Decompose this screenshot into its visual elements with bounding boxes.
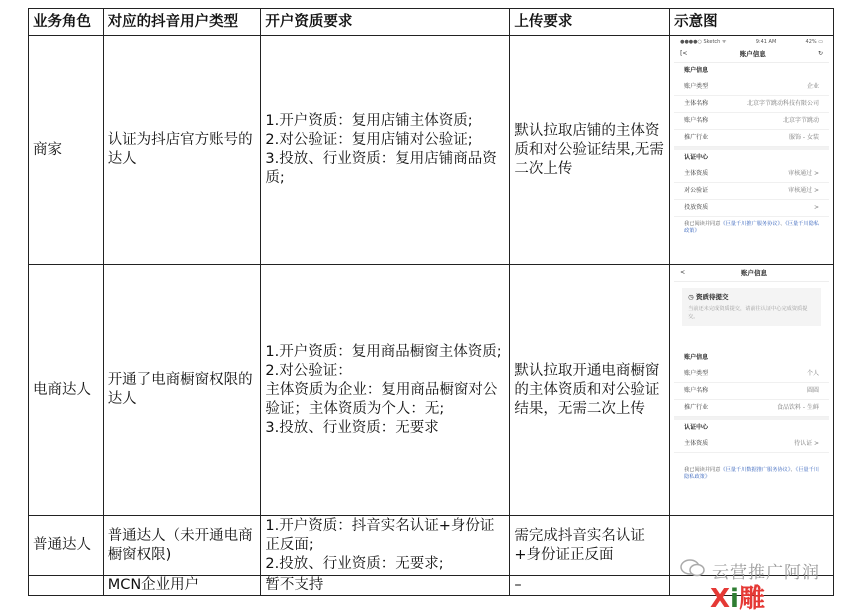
table-row bbox=[29, 265, 834, 516]
section-title: 认证中心 bbox=[684, 424, 709, 431]
role-cell bbox=[29, 576, 104, 596]
qualification-cell: 暂不支持 bbox=[261, 576, 510, 596]
agreement-text: 我已阅读并同意《巨量千川推广服务协议》、《巨量千川隐私政策》 bbox=[684, 221, 819, 234]
user-type-cell: 普通达人（未开通电商橱窗权限) bbox=[103, 516, 261, 576]
nav-title: 账户信息 bbox=[741, 269, 768, 277]
clock-icon: ◷ bbox=[688, 293, 697, 301]
header-role: 业务角色 bbox=[29, 9, 104, 36]
section-title: 账户信息 bbox=[684, 354, 709, 361]
back-icon[interactable]: [< bbox=[680, 50, 688, 57]
nav-bar bbox=[674, 265, 829, 282]
privacy-policy-link[interactable]: 《巨量千川隐私政策》 bbox=[684, 221, 819, 234]
user-type-cell: 开通了电商橱窗权限的达人 bbox=[103, 265, 261, 516]
qualification-cell: 1.开户资质：复用商品橱窗主体资质; 2.对公验证： 主体资质为企业：复用商品橱窗对公验证；主体资质为个人：无; 3.投放、行业资质：无要求 bbox=[261, 265, 510, 516]
wechat-icon bbox=[680, 558, 706, 578]
list-item[interactable]: 对公验证 审核通过 > bbox=[674, 183, 829, 200]
list-item: 推广行业 服饰 - 女装 bbox=[674, 130, 829, 147]
header-upload: 上传要求 bbox=[510, 9, 670, 36]
list-item: 账户名称 北京字节跳动 bbox=[674, 113, 829, 130]
list-item[interactable]: 投放资质 > bbox=[674, 200, 829, 217]
list-item[interactable]: 主体资质 审核通过 > bbox=[674, 166, 829, 183]
upload-cell: – bbox=[510, 576, 670, 596]
user-type-cell: MCN企业用户 bbox=[103, 576, 261, 596]
qualification-table bbox=[28, 8, 834, 596]
list-item: 主体名称 北京字节跳动科技有限公司 bbox=[674, 96, 829, 113]
qualification-cell: 1.开户资质：复用店铺主体资质; 2.对公验证：复用店铺对公验证; 3.投放、行业资质：复用店铺商品资质; bbox=[261, 36, 510, 265]
list-item: 账户类型 企业 bbox=[674, 79, 829, 96]
header-user-type: 对应的抖音用户类型 bbox=[103, 9, 261, 36]
upload-cell: 默认拉取开通电商橱窗的主体资质和对公验证结果，无需二次上传 bbox=[510, 265, 670, 516]
list-item: 推广行业 食品饮料 - 生鲜 bbox=[674, 400, 829, 417]
user-type-cell: 认证为抖店官方账号的达人 bbox=[103, 36, 261, 265]
role-cell: 电商达人 bbox=[29, 265, 104, 516]
privacy-policy-link[interactable]: 《巨量千川隐私政策》 bbox=[684, 467, 819, 480]
nav-bar bbox=[674, 48, 829, 63]
watermark bbox=[680, 552, 840, 614]
refresh-icon[interactable]: ↻ bbox=[817, 50, 823, 57]
watermark-logo: Xi雕 bbox=[710, 584, 765, 614]
watermark-text: 云营推广阿润 bbox=[712, 563, 820, 583]
section-title: 认证中心 bbox=[684, 154, 709, 161]
service-agreement-link[interactable]: 《巨量千川推广服务协议》 bbox=[720, 221, 781, 227]
role-cell: 商家 bbox=[29, 36, 104, 265]
list-item: 账户类型 个人 bbox=[674, 366, 829, 383]
service-agreement-link[interactable]: 《巨量千川数据推广服务协议》 bbox=[720, 467, 791, 473]
agreement-text: 我已阅读并同意《巨量千川数据推广服务协议》、《巨量千川隐私政策》 bbox=[684, 467, 819, 480]
upload-cell: 默认拉取店铺的主体资质和对公验证结果,无需二次上传 bbox=[510, 36, 670, 265]
status-signal: ●●●●○ Sketch ᯤ bbox=[680, 39, 727, 45]
phone-screenshot-ecommerce bbox=[674, 265, 829, 515]
header-illustration: 示意图 bbox=[670, 9, 834, 36]
status-bar bbox=[674, 36, 829, 48]
list-item: 账户名称 圆圆 bbox=[674, 383, 829, 400]
section-title: 账户信息 bbox=[684, 67, 709, 74]
table-row bbox=[29, 36, 834, 265]
upload-cell: 需完成抖音实名认证+身份证正反面 bbox=[510, 516, 670, 576]
illustration-cell bbox=[670, 265, 834, 516]
table-header-row bbox=[29, 9, 834, 36]
nav-title: 账户信息 bbox=[739, 50, 766, 58]
phone-screenshot-merchant bbox=[674, 36, 829, 264]
status-time: 9:41 AM bbox=[755, 39, 777, 45]
role-cell: 普通达人 bbox=[29, 516, 104, 576]
qualification-cell: 1.开户资质：抖音实名认证+身份证正反面; 2.投放、行业资质：无要求; bbox=[261, 516, 510, 576]
back-icon[interactable]: < bbox=[680, 269, 686, 276]
illustration-cell bbox=[670, 36, 834, 265]
header-qualification: 开户资质要求 bbox=[261, 9, 510, 36]
notice-card: ◷ 资质待提交 当前还未完成资质提交，请前往认证中心完成资质提交。 bbox=[682, 288, 821, 326]
status-battery: 42% ▭ bbox=[805, 39, 823, 45]
list-item[interactable]: 主体资质 待认证 > bbox=[674, 436, 829, 453]
